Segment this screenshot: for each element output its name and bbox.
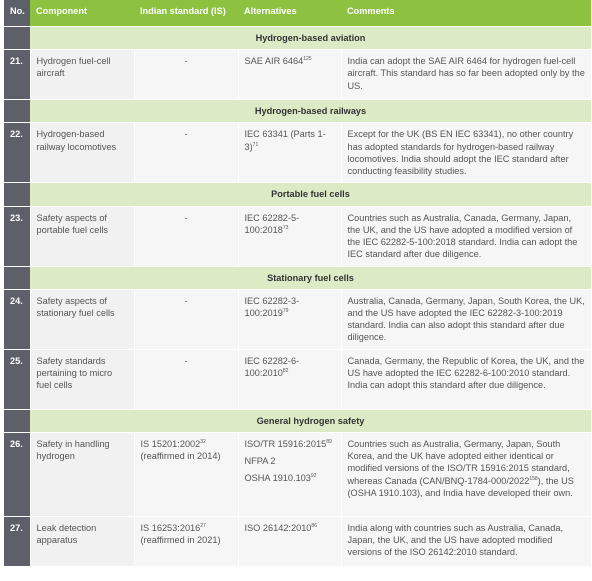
section-title-aviation: Hydrogen-based aviation (30, 27, 591, 50)
row-comment: Except for the UK (BS EN IEC 63341), no other country has adopted standards for hydrogen-based railway locomotives. India should adopt the IEC standard after conducting feasibility studies. (341, 123, 591, 183)
table-row (4, 289, 591, 349)
row-component: Safety aspects of stationary fuel cells (30, 289, 134, 349)
row-alternative: ISO 26142:2010$^{86}$ (238, 517, 341, 567)
row-component: Hydrogen fuel-cell aircraft (30, 50, 134, 100)
row-comment: Countries such as Australia, Germany, Japan, South Korea, and the UK have adopted either identical or modified versions of the ISO/TR 15916:2015 standard, whereas Canada (CAN/BNQ-1784-000/2022$^{158}$), the US (OSHA 1910.103), and India have developed their own. (341, 433, 591, 517)
table-row (4, 206, 591, 266)
row-comment: Canada, Germany, the Republic of Korea, the UK, and the US have adopted the IEC 62282-6-100:2010 standard. India can adopt this standard after due diligence. (341, 349, 591, 409)
table-row (4, 349, 591, 409)
row-alternative: IEC 63341 (Parts 1-3)$^{71}$ (238, 123, 341, 183)
header-component: Component (30, 0, 134, 27)
row-number: 25. (4, 349, 30, 409)
section-row-railways (4, 100, 591, 123)
table-row (4, 517, 591, 567)
table-row (4, 433, 591, 517)
table-row (4, 50, 591, 100)
section-title-general: General hydrogen safety (30, 409, 591, 432)
row-component: Leak detection apparatus (30, 517, 134, 567)
section-row-general (4, 409, 591, 432)
row-alternative: ISO/TR 15916:2015$^{89}$ NFPA 2 OSHA 1910.103$^{92}$ (238, 433, 341, 517)
section-title-portable: Portable fuel cells (30, 183, 591, 206)
row-number: 27. (4, 517, 30, 567)
row-component: Safety aspects of portable fuel cells (30, 206, 134, 266)
section-row-portable (4, 183, 591, 206)
row-alternative: IEC 62282-3-100:2019$^{79}$ (238, 289, 341, 349)
row-indian-standard: - (134, 50, 238, 100)
row-comment: India can adopt the SAE AIR 6464 for hydrogen fuel-cell aircraft. This standard has so far been adopted only by the US. (341, 50, 591, 100)
row-number: 22. (4, 123, 30, 183)
row-number: 21. (4, 50, 30, 100)
row-alternative: IEC 62282-5-100:2018$^{73}$ (238, 206, 341, 266)
row-indian-standard: IS 15201:2002$^{32}$ (reaffirmed in 2014) (134, 433, 238, 517)
table-header-row (4, 0, 591, 27)
row-number: 26. (4, 433, 30, 517)
header-comments: Comments (341, 0, 591, 27)
row-number: 24. (4, 289, 30, 349)
row-number: 23. (4, 206, 30, 266)
standards-table (4, 0, 591, 567)
row-indian-standard: - (134, 289, 238, 349)
header-alternatives: Alternatives (238, 0, 341, 27)
row-comment: Countries such as Australia, Canada, Germany, Japan, the UK, and the US have adopted a modified version of the IEC 62282-5-100:2018 standard. India can adopt the IEC standard after due diligence. (341, 206, 591, 266)
header-no: No. (4, 0, 30, 27)
table-row (4, 123, 591, 183)
row-alternative: SAE AIR 6464$^{125}$ (238, 50, 341, 100)
section-title-stationary: Stationary fuel cells (30, 266, 591, 289)
header-indian-standard: Indian standard (IS) (134, 0, 238, 27)
section-row-aviation (4, 27, 591, 50)
row-indian-standard: - (134, 123, 238, 183)
row-component: Safety standards pertaining to micro fuel cells (30, 349, 134, 409)
section-row-stationary (4, 266, 591, 289)
row-indian-standard: - (134, 206, 238, 266)
row-comment: India along with countries such as Australia, Canada, Japan, the UK, and the US have adopted modified versions of the ISO 26142:2010 standard. (341, 517, 591, 567)
row-comment: Australia, Canada, Germany, Japan, South Korea, the UK, and the US have adopted the IEC 62282-3-100:2019 standard. India can also adopt this standard after due diligence. (341, 289, 591, 349)
row-component: Hydrogen-based railway locomotives (30, 123, 134, 183)
row-component: Safety in handling hydrogen (30, 433, 134, 517)
row-indian-standard: - (134, 349, 238, 409)
section-title-railways: Hydrogen-based railways (30, 100, 591, 123)
row-alternative: IEC 62282-6-100:2010$^{82}$ (238, 349, 341, 409)
row-indian-standard: IS 16253:2016$^{27}$ (reaffirmed in 2021) (134, 517, 238, 567)
